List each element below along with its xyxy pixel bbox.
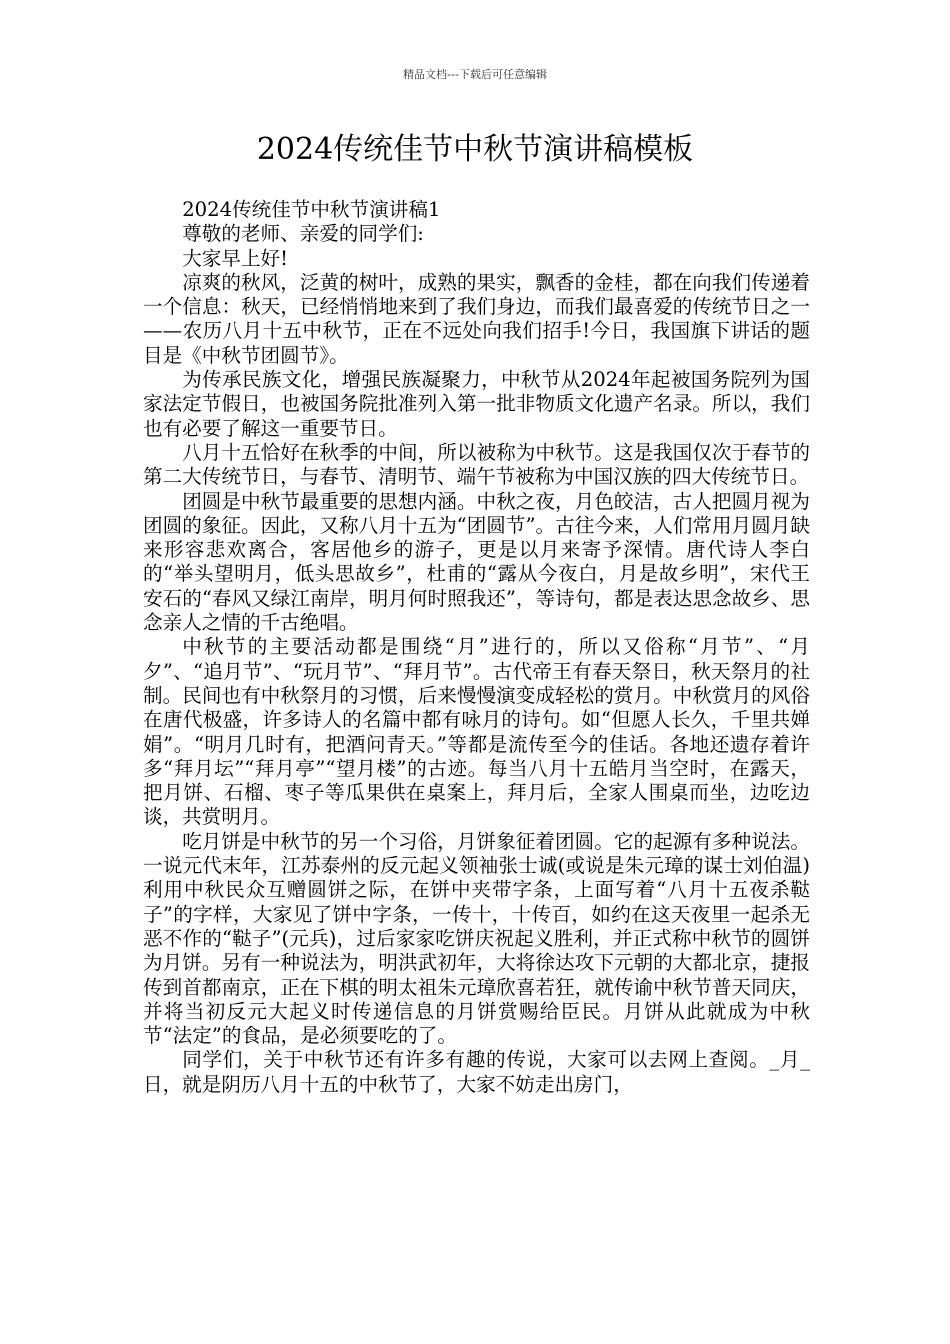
body-paragraph: 吃月饼是中秋节的另一个习俗，月饼象征着团圆。它的起源有多种说法。一说元代末年，江苏泰州的反元起义领袖张士诚(或说是朱元璋的谋士刘伯温)利用中秋民众互赠圆饼之际，在饼中夹带字条，上面写着“八月十五夜杀鞑子”的字样，大家见了饼中字条，一传十，十传百，如约在这天夜里一起杀无恶不作的“鞑子”(元兵)，过后家家吃饼庆祝起义胜利，并正式称中秋节的圆饼为月饼。另有一种说法为，明洪武初年，大将徐达攻下元朝的大都北京，捷报传到首都南京，正在下棋的明太祖朱元璋欣喜若狂，就传谕中秋节普天同庆，并将当初反元大起义时传递信息的月饼赏赐给臣民。月饼从此就成为中秋节“法定”的食品，是必须要吃的了。	[143, 829, 810, 1048]
document-title: 2024传统佳节中秋节演讲稿模板	[256, 132, 694, 167]
document-body	[143, 198, 810, 1097]
salutation-paragraph: 尊敬的老师、亲爱的同学们:	[182, 222, 424, 246]
page-header: 精品文档---下载后可任意编辑	[403, 68, 547, 81]
body-paragraph: 中秋节的主要活动都是围绕“月”进行的，所以又俗称“月节”、“月夕”、“追月节”、“玩月节”、“拜月节”。古代帝王有春天祭日，秋天祭月的社制。民间也有中秋祭月的习惯，后来慢慢演变成轻松的赏月。中秋赏月的风俗在唐代极盛，许多诗人的名篇中都有咏月的诗句。如“但愿人长久，千里共婵娟”。“明月几时有，把酒问青天。”等都是流传至今的佳话。各地还遗存着许多“拜月坛”“拜月亭”“望月楼”的古迹。每当八月十五皓月当空时，在露天，把月饼、石榴、枣子等瓜果供在桌案上，拜月后，全家人围桌而坐，边吃边谈，共赏明月。	[143, 635, 810, 829]
body-paragraph: 八月十五恰好在秋季的中间，所以被称为中秋节。这是我国仅次于春节的第二大传统节日，与春节、清明节、端午节被称为中国汉族的四大传统节日。	[143, 440, 810, 489]
body-paragraph: 团圆是中秋节最重要的思想内涵。中秋之夜，月色皎洁，古人把圆月视为团圆的象征。因此，又称八月十五为“团圆节”。古往今来，人们常用月圆月缺来形容悲欢离合，客居他乡的游子，更是以月来寄予深情。唐代诗人李白的“举头望明月，低头思故乡”，杜甫的“露从今夜白，月是故乡明”，宋代王安石的“春风又绿江南岸，明月何时照我还”，等诗句，都是表达思念故乡、思念亲人之情的千古绝唱。	[143, 489, 810, 635]
greeting-paragraph: 大家早上好!	[182, 246, 289, 270]
body-paragraph: 为传承民族文化，增强民族凝聚力，中秋节从2024年起被国务院列为国家法定节假日，也被国务院批准列入第一批非物质文化遗产名录。所以，我们也有必要了解这一重要节日。	[143, 368, 810, 440]
subtitle-paragraph: 2024传统佳节中秋节演讲稿1	[182, 198, 441, 221]
body-paragraph: 同学们，关于中秋节还有许多有趣的传说，大家可以去网上查阅。_月_日，就是阴历八月十五的中秋节了，大家不妨走出房门，	[143, 1048, 810, 1096]
body-paragraph: 凉爽的秋风，泛黄的树叶，成熟的果实，飘香的金桂，都在向我们传递着一个信息：秋天，已经悄悄地来到了我们身边，而我们最喜爱的传统节日之一——农历八月十五中秋节，正在不远处向我们招手!今日，我国旗下讲话的题目是《中秋节团圆节》。	[143, 270, 810, 367]
